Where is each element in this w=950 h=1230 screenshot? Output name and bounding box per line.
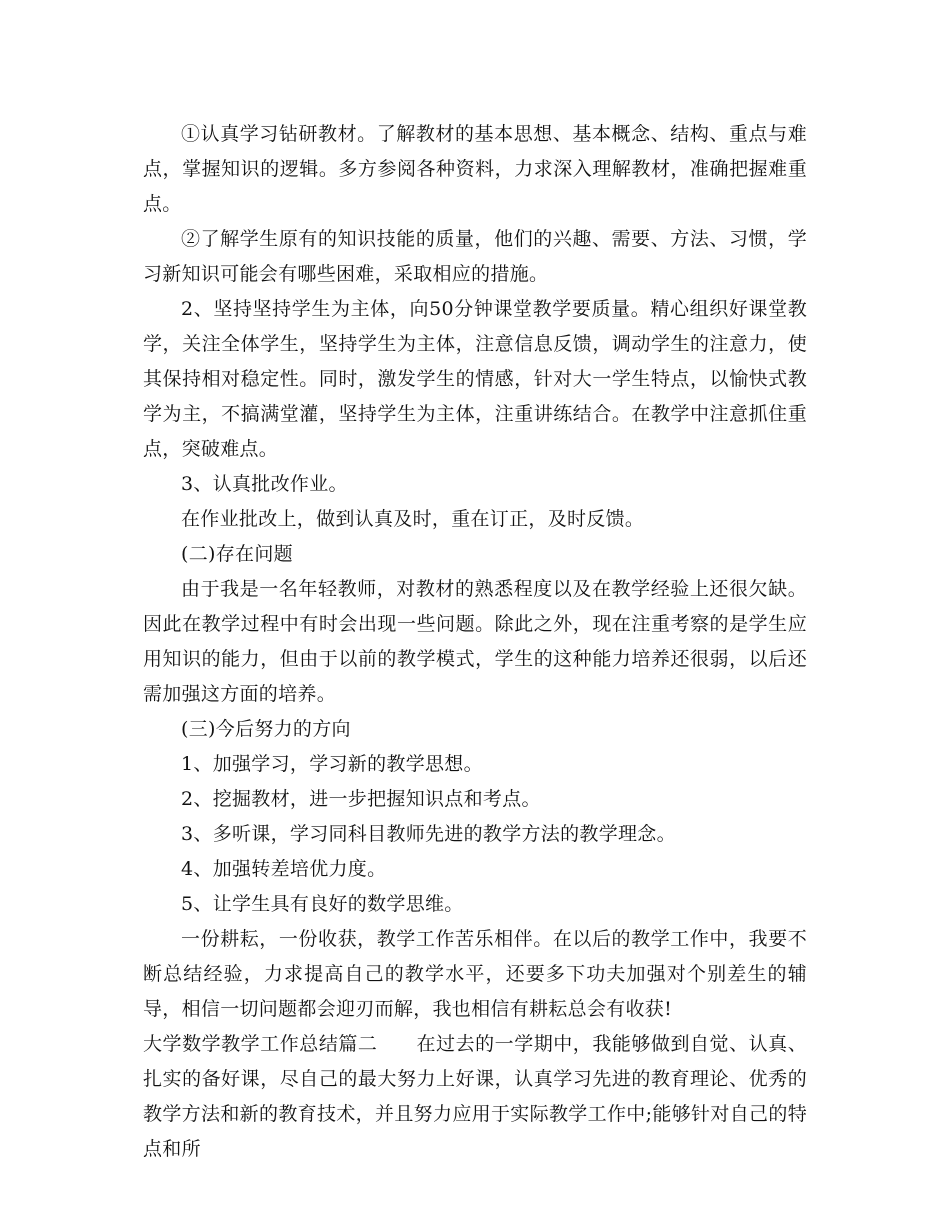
paragraph-conclusion: 一份耕耘，一份收获，教学工作苦乐相伴。在以后的教学工作中，我要不断总结经验，力求提高自己的教学水平，还要多下功夫加强对个别差生的辅导，相信一切问题都会迎刃而解，我也相信有耕耘总会有收获! xyxy=(143,928,807,1020)
paragraph-understand-students: ②了解学生原有的知识技能的质量，他们的兴趣、需要、方法、习惯，学习新知识可能会有哪些困难，采取相应的措施。 xyxy=(143,228,807,285)
document-body xyxy=(143,117,807,1167)
heading-existing-problems: (二)存在问题 xyxy=(181,543,293,565)
paragraph-homework-detail: 在作业批改上，做到认真及时，重在订正，及时反馈。 xyxy=(181,508,645,530)
paragraph-student-centered: 2、坚持坚持学生为主体，向50分钟课堂教学要质量。精心组织好课堂教学，关注全体学生，坚持学生为主体，注意信息反馈，调动学生的注意力，使其保持相对稳定性。同时，激发学生的情感，针对大一学生特点，以愉快式教学为主，不搞满堂灌，坚持学生为主体，注重讲练结合。在教学中注意抓住重点，突破难点。 xyxy=(143,298,807,460)
list-item-4: 4、加强转差培优力度。 xyxy=(181,858,387,880)
list-item-5: 5、让学生具有良好的数学思维。 xyxy=(181,893,464,915)
heading-future-direction: (三)今后努力的方向 xyxy=(181,718,351,740)
paragraph-problems-detail: 由于我是一名年轻教师，对教材的熟悉程度以及在教学经验上还很欠缺。因此在教学过程中有时会出现一些问题。除此之外，现在注重考察的是学生应用知识的能力，但由于以前的教学模式，学生的这种能力培养还很弱，以后还需加强这方面的培养。 xyxy=(143,578,807,705)
list-item-3: 3、多听课，学习同科目教师先进的教学方法的教学理念。 xyxy=(181,823,676,845)
paragraph-grade-homework: 3、认真批改作业。 xyxy=(181,473,348,495)
list-item-2: 2、挖掘教材，进一步把握知识点和考点。 xyxy=(181,788,541,810)
paragraph-study-textbook: ①认真学习钻研教材。了解教材的基本思想、基本概念、结构、重点与难点，掌握知识的逻辑。多方参阅各种资料，力求深入理解教材，准确把握难重点。 xyxy=(143,123,807,215)
paragraph-summary-part-two: 大学数学教学工作总结篇二 在过去的一学期中，我能够做到自觉、认真、扎实的备好课，尽自己的最大努力上好课，认真学习先进的教育理论、优秀的教学方法和新的教育技术，并且努力应用于实际教学工作中;能够针对自己的特点和所 xyxy=(143,1033,807,1160)
list-item-1: 1、加强学习，学习新的教学思想。 xyxy=(181,753,483,775)
